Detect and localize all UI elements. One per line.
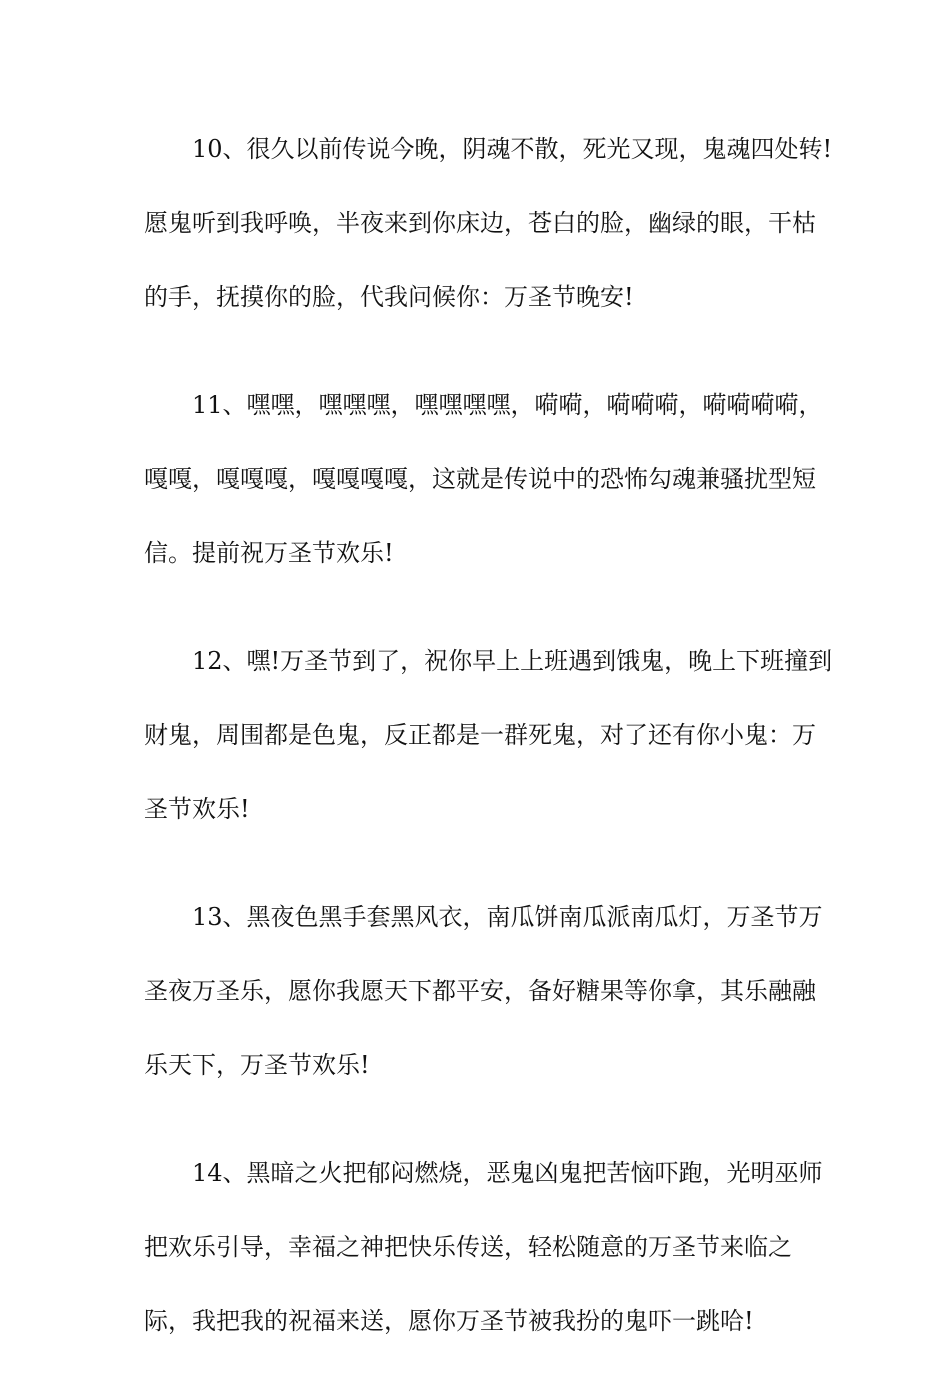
paragraph-12: 12、嘿!万圣节到了，祝你早上上班遇到饿鬼，晚上下班撞到财鬼，周围都是色鬼，反正都是一群死鬼，对了还有你小鬼：万圣节欢乐! (144, 647, 833, 823)
paragraph-10: 10、很久以前传说今晚，阴魂不散，死光又现，鬼魂四处转!愿鬼听到我呼唤，半夜来到你床边，苍白的脸，幽绿的眼，干枯的手，抚摸你的脸，代我问候你：万圣节晚安! (144, 135, 833, 311)
paragraph-14: 14、黑暗之火把郁闷燃烧，恶鬼凶鬼把苦恼吓跑，光明巫师把欢乐引导，幸福之神把快乐传送，轻松随意的万圣节来临之际，我把我的祝福来送，愿你万圣节被我扮的鬼吓一跳哈! (144, 1159, 823, 1335)
paragraph-13: 13、黑夜色黑手套黑风衣，南瓜饼南瓜派南瓜灯，万圣节万圣夜万圣乐，愿你我愿天下都平安，备好糖果等你拿，其乐融融乐天下，万圣节欢乐! (144, 903, 823, 1079)
paragraph-11: 11、嘿嘿，嘿嘿嘿，嘿嘿嘿嘿，嗬嗬，嗬嗬嗬，嗬嗬嗬嗬，嘎嘎，嘎嘎嘎，嘎嘎嘎嘎，这就是传说中的恐怖勾魂兼骚扰型短信。提前祝万圣节欢乐! (144, 391, 823, 567)
document-body (144, 112, 834, 1392)
